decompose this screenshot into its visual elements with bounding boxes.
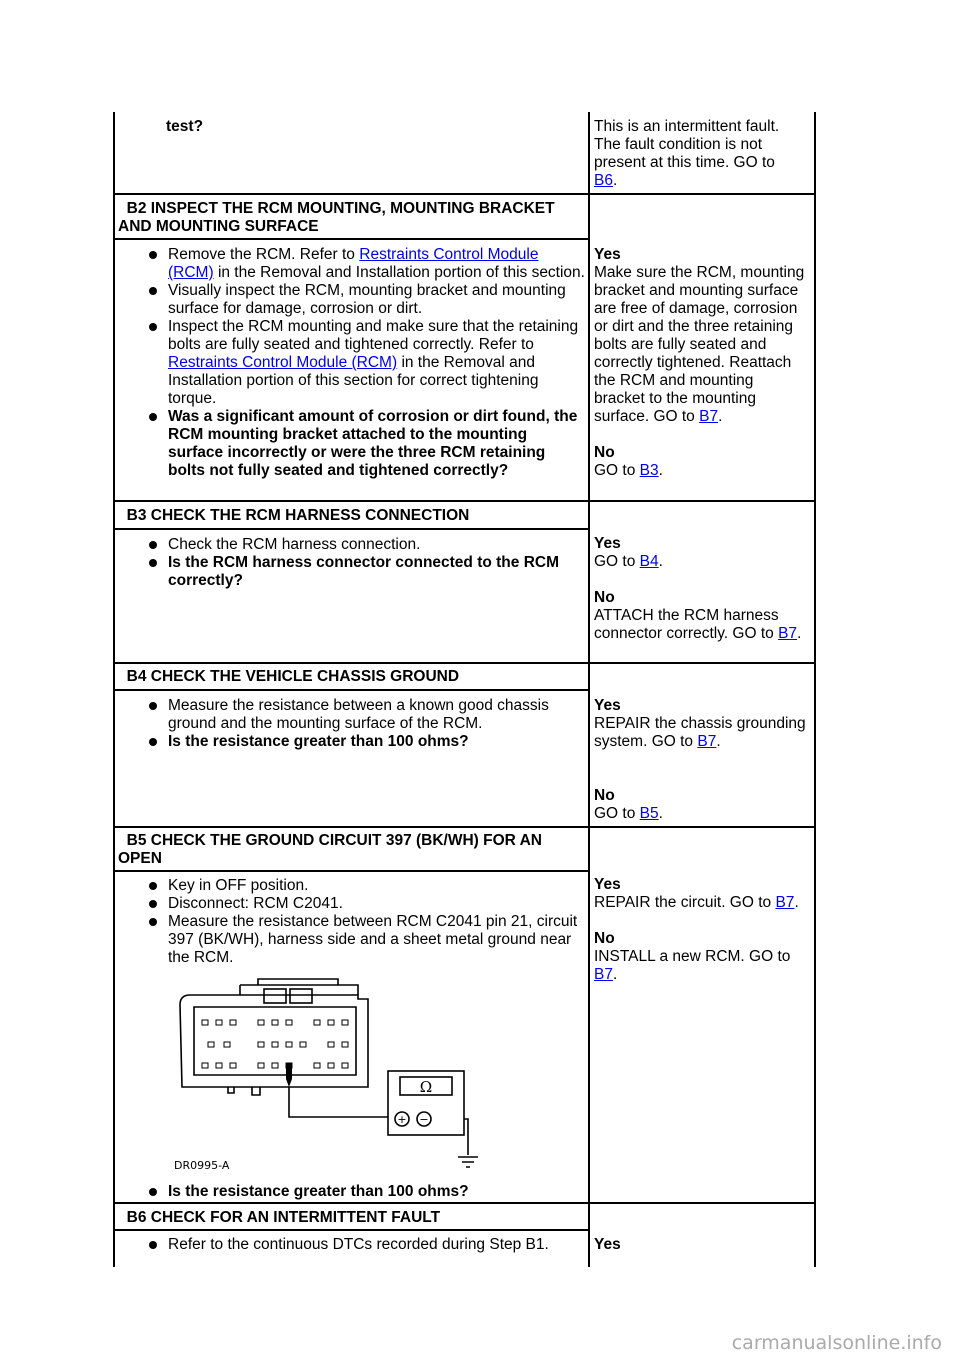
step-b3-answers xyxy=(594,535,808,643)
instruction-text: in the Removal and Installation portion of this section for correct tightening torque. xyxy=(168,354,539,407)
link-b7[interactable]: B7 xyxy=(699,408,719,425)
pin xyxy=(224,1042,230,1047)
bullet-icon xyxy=(149,1188,157,1196)
step-title-divider xyxy=(113,689,590,691)
link-b4[interactable]: B4 xyxy=(639,553,659,570)
pin xyxy=(328,1063,334,1068)
list-item xyxy=(138,282,585,318)
pin xyxy=(272,1042,278,1047)
title-line: B4 CHECK THE VEHICLE CHASSIS GROUND xyxy=(126,668,460,685)
pin xyxy=(230,1020,236,1025)
test-lead xyxy=(289,1087,388,1117)
instruction-text: Refer to the continuous DTCs recorded during Step B1. xyxy=(168,1236,549,1253)
connector-inner-body xyxy=(194,1007,356,1075)
no-text-block xyxy=(594,462,808,480)
no-text: GO to xyxy=(594,462,636,479)
no-label: No xyxy=(594,787,615,804)
instruction-text: in the Removal and Installation portion of this section. xyxy=(217,264,585,281)
step-question: Is the RCM harness connector connected to the RCM correctly? xyxy=(168,554,559,589)
instruction-text: Visually inspect the RCM, mounting bracket and mounting surface for damage, corrosion or dirt. xyxy=(168,282,566,317)
connector-latch xyxy=(240,979,358,995)
list-item xyxy=(138,877,585,895)
list-item xyxy=(138,1183,585,1201)
no-label: No xyxy=(594,444,615,461)
bullet-icon xyxy=(149,900,157,908)
pin xyxy=(286,1020,292,1025)
title-line: B5 CHECK THE GROUND CIRCUIT 397 (BK/WH) FOR AN xyxy=(126,832,542,849)
ohm-symbol: Ω xyxy=(419,1078,433,1096)
list-item xyxy=(138,246,585,282)
period: . xyxy=(794,894,799,911)
bullet-icon xyxy=(149,251,157,259)
step-question: Was a significant amount of corrosion or dirt found, the RCM mounting bracket attached to the mounting surface incorrectly or were the three RCM retaining bolts not fully seated and tightened correctly? xyxy=(168,408,578,479)
link-restraints-control-module[interactable]: Restraints Control Module (RCM) xyxy=(168,246,539,281)
answer-cell xyxy=(594,118,799,190)
bullet-icon xyxy=(149,541,157,549)
test-probe xyxy=(286,1063,292,1087)
pin xyxy=(258,1042,264,1047)
pin xyxy=(286,1042,292,1047)
step-b5-question xyxy=(138,1183,585,1201)
pin xyxy=(314,1063,320,1068)
instruction-text: Measure the resistance between a known good chassis ground and the mounting surface of the RCM. xyxy=(168,697,549,732)
title-line: B2 INSPECT THE RCM MOUNTING, MOUNTING BRACKET xyxy=(126,200,555,217)
plus-label: + xyxy=(397,1113,407,1126)
bullet-icon xyxy=(149,413,157,421)
no-label: No xyxy=(594,589,615,606)
link-b3[interactable]: B3 xyxy=(639,462,659,479)
yes-label: Yes xyxy=(594,1236,621,1253)
period: . xyxy=(658,805,663,822)
link-b7[interactable]: B7 xyxy=(697,733,717,750)
pin xyxy=(272,1020,278,1025)
bullet-icon xyxy=(149,559,157,567)
question-tail: test? xyxy=(166,118,204,135)
step-b5-instructions xyxy=(138,877,585,967)
pin xyxy=(202,1020,208,1025)
instruction-text: Remove the RCM. Refer to xyxy=(168,246,355,263)
link-b6[interactable]: B6 xyxy=(594,172,613,189)
bullet-icon xyxy=(149,287,157,295)
period: . xyxy=(612,966,618,983)
list-item xyxy=(138,895,585,913)
period: . xyxy=(612,172,618,189)
row-divider xyxy=(113,193,816,195)
link-b7[interactable]: B7 xyxy=(594,966,613,983)
pin xyxy=(230,1063,236,1068)
answer-text: This is an intermittent fault. The fault condition is not present at this time. GO to xyxy=(594,118,780,171)
ground-icon xyxy=(458,1157,478,1167)
no-text: INSTALL a new RCM. GO to xyxy=(594,948,791,965)
list-item xyxy=(138,318,585,408)
pin xyxy=(202,1063,208,1068)
no-text-block xyxy=(594,805,808,823)
connector-latch-slot xyxy=(264,989,286,1003)
yes-label: Yes xyxy=(594,246,621,263)
row-divider xyxy=(113,500,816,502)
step-b5-answers xyxy=(594,876,808,984)
link-restraints-control-module[interactable]: Restraints Control Module (RCM) xyxy=(168,354,398,371)
title-line: OPEN xyxy=(118,850,162,867)
connector-latch-slot xyxy=(290,989,312,1003)
step-title-divider xyxy=(113,528,590,530)
row-divider xyxy=(113,662,816,664)
step-b6-title xyxy=(118,1209,440,1227)
period: . xyxy=(797,625,802,642)
title-line: B3 CHECK THE RCM HARNESS CONNECTION xyxy=(126,507,470,524)
link-b5[interactable]: B5 xyxy=(639,805,659,822)
instruction-text: Disconnect: RCM C2041. xyxy=(168,895,343,912)
yes-text-block xyxy=(594,553,808,571)
pin xyxy=(328,1020,334,1025)
pin xyxy=(272,1063,278,1068)
list-item xyxy=(138,733,585,751)
no-text-block xyxy=(594,607,808,643)
minus-label: − xyxy=(419,1113,429,1126)
step-b3-title xyxy=(118,507,469,525)
instruction-text: Key in OFF position. xyxy=(168,877,309,894)
link-b7[interactable]: B7 xyxy=(775,894,795,911)
pin xyxy=(216,1063,222,1068)
yes-text: REPAIR the circuit. GO to xyxy=(594,894,772,911)
watermark: carmanualsonline.info xyxy=(731,1332,942,1354)
step-b5-title xyxy=(118,832,588,868)
period: . xyxy=(658,553,663,570)
bullet-icon xyxy=(149,882,157,890)
step-b2-answers xyxy=(594,246,808,480)
pin xyxy=(342,1042,348,1047)
pin xyxy=(216,1020,222,1025)
figure-label: DR0995-A xyxy=(174,1159,230,1172)
period: . xyxy=(716,733,721,750)
step-question: Is the resistance greater than 100 ohms? xyxy=(168,733,469,750)
yes-label: Yes xyxy=(594,535,621,552)
step-b4-answers xyxy=(594,697,808,823)
list-item xyxy=(138,697,585,733)
row-divider xyxy=(113,826,816,828)
step-b4-title xyxy=(118,668,459,686)
table-right-border xyxy=(814,112,816,1267)
bullet-icon xyxy=(149,323,157,331)
instruction-text: Check the RCM harness connection. xyxy=(168,536,421,553)
step-title-divider xyxy=(113,870,590,872)
connector-bottom-tabs xyxy=(228,1087,260,1095)
step-b2-title xyxy=(118,200,588,236)
step-title-divider xyxy=(113,1229,590,1231)
list-item xyxy=(138,913,585,967)
instruction-text: Measure the resistance between RCM C2041 pin 21, circuit 397 (BK/WH), harness side and a sheet metal ground near the RCM. xyxy=(168,913,578,966)
link-b7[interactable]: B7 xyxy=(778,625,798,642)
pin xyxy=(300,1042,306,1047)
bullet-icon xyxy=(149,702,157,710)
bullet-icon xyxy=(149,1241,157,1249)
period: . xyxy=(718,408,723,425)
period: . xyxy=(658,462,663,479)
bullet-icon xyxy=(149,918,157,926)
bullet-icon xyxy=(149,738,157,746)
pin xyxy=(258,1020,264,1025)
yes-label: Yes xyxy=(594,697,621,714)
no-text: GO to xyxy=(594,805,636,822)
yes-text: REPAIR the chassis grounding system. GO to xyxy=(594,715,806,750)
list-item xyxy=(138,536,585,554)
list-item xyxy=(138,1236,585,1254)
pin xyxy=(342,1020,348,1025)
yes-text-block xyxy=(594,715,808,751)
no-text: ATTACH the RCM harness connector correctly. GO to xyxy=(594,607,779,642)
list-item xyxy=(138,554,585,590)
list-item xyxy=(138,408,585,480)
pin xyxy=(258,1063,264,1068)
connector-body xyxy=(180,995,368,1087)
step-question: Is the resistance greater than 100 ohms? xyxy=(168,1183,469,1200)
connector-diagram xyxy=(168,975,488,1175)
row-divider xyxy=(113,1202,816,1204)
title-line: AND MOUNTING SURFACE xyxy=(118,218,319,235)
instruction-text: Inspect the RCM mounting and make sure that the retaining bolts are fully seated and tightened correctly. Refer to xyxy=(168,318,579,353)
yes-text-block xyxy=(594,264,808,426)
pin xyxy=(314,1020,320,1025)
yes-text: Make sure the RCM, mounting bracket and mounting surface are free of damage, corrosion or dirt and the three retaining bolts are fully seated and correctly tightened. Reattach the RCM and mounting bracket to the mounting surface. GO to xyxy=(594,264,805,425)
step-b2-instructions xyxy=(138,246,585,480)
pin xyxy=(342,1063,348,1068)
step-b4-instructions xyxy=(138,697,585,751)
step-title-divider xyxy=(113,238,590,240)
yes-text-block xyxy=(594,894,808,912)
yes-text: GO to xyxy=(594,553,636,570)
step-b3-instructions xyxy=(138,536,585,590)
yes-label: Yes xyxy=(594,876,621,893)
no-text-block xyxy=(594,948,808,984)
no-label: No xyxy=(594,930,615,947)
pin xyxy=(328,1042,334,1047)
pin xyxy=(208,1042,214,1047)
step-b6-instructions xyxy=(138,1236,585,1254)
title-line: B6 CHECK FOR AN INTERMITTENT FAULT xyxy=(126,1209,441,1226)
